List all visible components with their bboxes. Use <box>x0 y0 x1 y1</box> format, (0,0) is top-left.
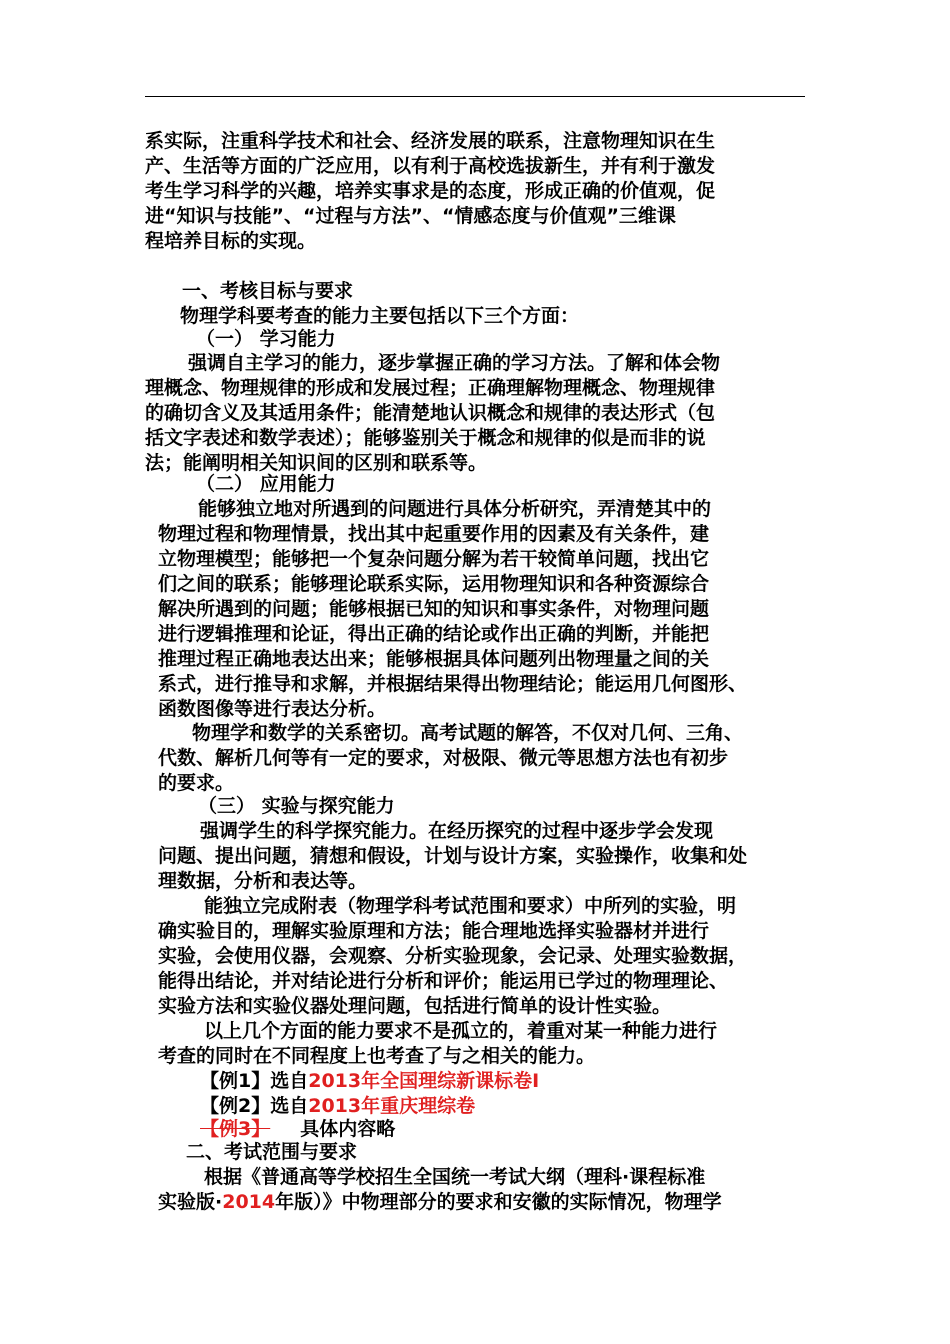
sub1-line-3: 的确切含义及其适用条件；能清楚地认识概念和规律的表达形式（包 <box>145 402 716 424</box>
sub3-line-1: 强调学生的科学探究能力。在经历探究的过程中逐步学会发现 <box>200 820 714 842</box>
sub2-line-9: 函数图像等进行表达分析。 <box>158 698 387 720</box>
intro-line-1: 系实际，注重科学技术和社会、经济发展的联系，注意物理知识在生 <box>145 130 716 152</box>
sub1-line-2: 理概念、物理规律的形成和发展过程；正确理解物理概念、物理规律 <box>145 377 716 399</box>
section2-line-2a: 实验版· <box>158 1191 223 1213</box>
sub1-line-1: 强调自主学习的能力，逐步掌握正确的学习方法。了解和体会物 <box>188 352 721 374</box>
example-2-label: 【例2】选自 <box>200 1095 309 1117</box>
section2-heading: 二、考试范围与要求 <box>186 1141 358 1163</box>
sub2-heading: （二） 应用能力 <box>196 473 336 495</box>
section2-line-2b: 年版）》中物理部分的要求和安徽的实际情况，物理学 <box>275 1191 722 1213</box>
intro-line-2: 产、生活等方面的广泛应用，以有利于高校选拔新生，并有利于激发 <box>145 155 716 177</box>
sub1-line-4: 括文字表述和数学表述）；能够鉴别关于概念和规律的似是而非的说 <box>145 427 706 449</box>
example-1-label: 【例1】选自 <box>200 1070 309 1092</box>
intro-line-3: 考生学习科学的兴趣，培养实事求是的态度，形成正确的价值观，促 <box>145 180 716 202</box>
lab-line-5: 实验方法和实验仪器处理问题，包括进行简单的设计性实验。 <box>158 995 672 1017</box>
section1-heading: 一、考核目标与要求 <box>182 280 354 302</box>
example-1 <box>200 1068 539 1094</box>
summary-line-1: 以上几个方面的能力要求不是孤立的，着重对某一种能力进行 <box>204 1020 718 1042</box>
sub2-line-8: 系式，进行推导和求解，并根据结果得出物理结论；能运用几何图形、 <box>158 673 748 695</box>
section2-year: 2014 <box>222 1191 276 1213</box>
example-3-label: 【例3】 <box>200 1118 271 1140</box>
sub3-line-3: 理数据，分析和表达等。 <box>158 870 368 892</box>
sub2-line-2: 物理过程和物理情景，找出其中起重要作用的因素及有关条件，建 <box>158 523 710 545</box>
sub1-line-5: 法；能阐明相关知识间的区别和联系等。 <box>145 452 488 474</box>
math-line-1: 物理学和数学的关系密切。高考试题的解答，不仅对几何、三角、 <box>192 722 744 744</box>
intro-line-5: 程培养目标的实现。 <box>145 230 317 252</box>
sub2-line-3: 立物理模型；能够把一个复杂问题分解为若干较简单问题，找出它 <box>158 548 710 570</box>
intro-line-4: 进“知识与技能”、“过程与方法”、“情感态度与价值观”三维课 <box>145 205 676 227</box>
example-2-source: 2013年重庆理综卷 <box>308 1095 476 1117</box>
section2-line-1: 根据《普通高等学校招生全国统一考试大纲（理科·课程标准 <box>204 1166 706 1188</box>
section2-line-2 <box>158 1189 722 1215</box>
sub2-line-7: 推理过程正确地表达出来；能够根据具体问题列出物理量之间的关 <box>158 648 710 670</box>
lab-line-3: 实验，会使用仪器，会观察、分析实验现象，会记录、处理实验数据， <box>158 945 748 967</box>
lab-line-1: 能独立完成附表（物理学科考试范围和要求）中所列的实验，明 <box>204 895 737 917</box>
sub3-heading: （三） 实验与探究能力 <box>198 795 395 817</box>
sub2-line-1: 能够独立地对所遇到的问题进行具体分析研究，弄清楚其中的 <box>198 498 712 520</box>
sub2-line-4: 们之间的联系；能够理论联系实际，运用物理知识和各种资源综合 <box>158 573 710 595</box>
example-3-note: 具体内容略 <box>300 1118 396 1140</box>
sub1-heading: （一） 学习能力 <box>196 328 336 350</box>
section1-lead: 物理学科要考查的能力主要包括以下三个方面： <box>180 305 580 327</box>
summary-line-2: 考查的同时在不同程度上也考查了与之相关的能力。 <box>158 1045 596 1067</box>
lab-line-2: 确实验目的，理解实验原理和方法；能合理地选择实验器材并进行 <box>158 920 710 942</box>
header-rule <box>145 96 805 97</box>
sub3-line-2: 问题、提出问题，猜想和假设，计划与设计方案，实验操作，收集和处 <box>158 845 748 867</box>
math-line-2: 代数、解析几何等有一定的要求，对极限、微元等思想方法也有初步 <box>158 747 729 769</box>
sub2-line-6: 进行逻辑推理和论证，得出正确的结论或作出正确的判断，并能把 <box>158 623 710 645</box>
lab-line-4: 能得出结论，并对结论进行分析和评价；能运用已学过的物理理论、 <box>158 970 729 992</box>
math-line-3: 的要求。 <box>158 772 235 794</box>
example-1-source: 2013年全国理综新课标卷Ⅰ <box>308 1070 540 1092</box>
sub2-line-5: 解决所遇到的问题；能够根据已知的知识和事实条件，对物理问题 <box>158 598 710 620</box>
